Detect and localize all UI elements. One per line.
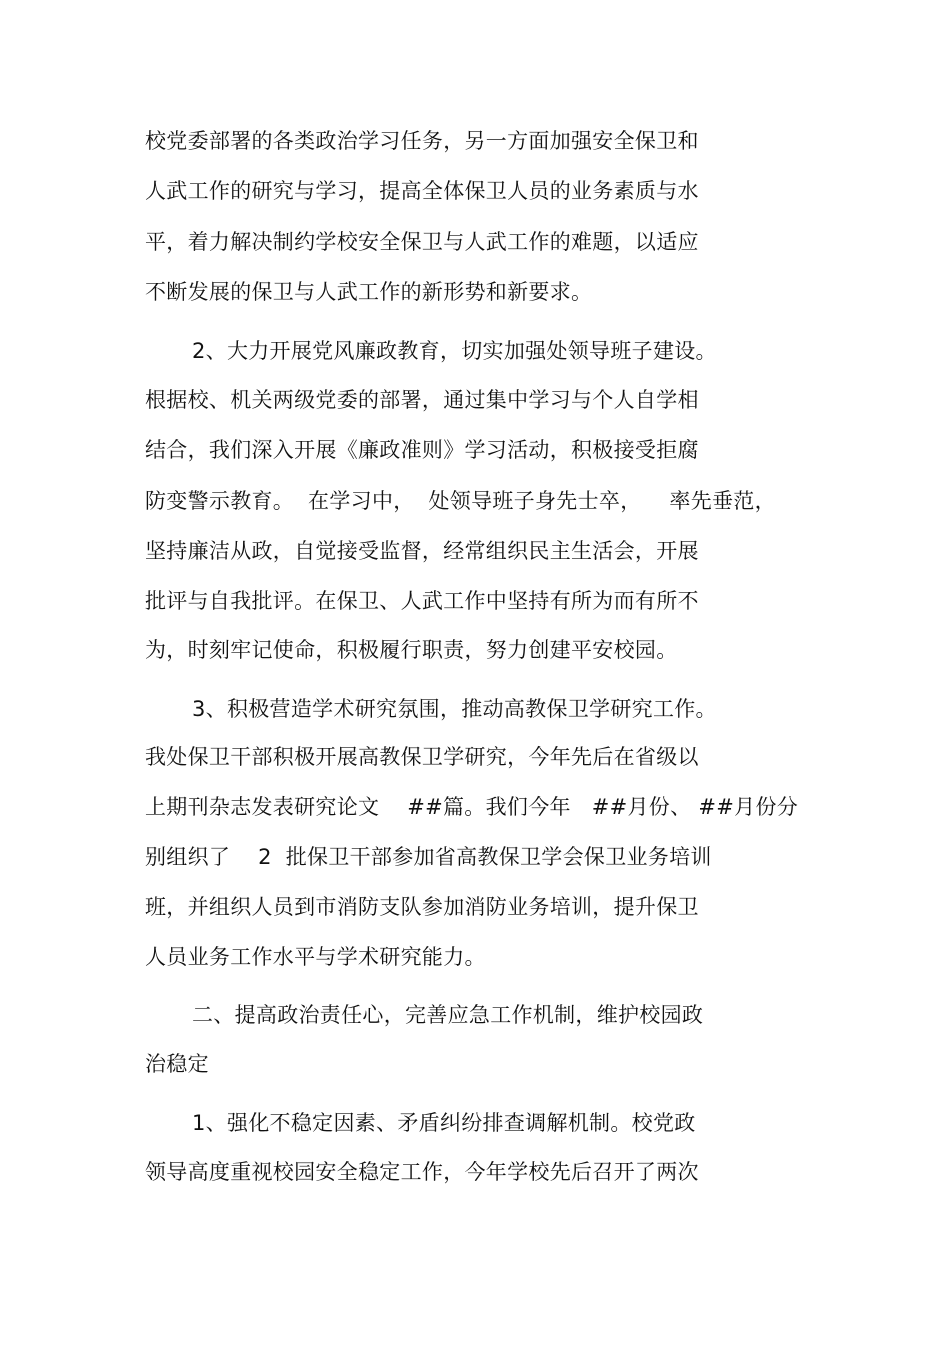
paragraph-heading: 1、强化不稳定因素、矛盾纠纷排查调解机制。校党政	[192, 1111, 696, 1135]
text-line: 批评与自我批评。在保卫、人武工作中坚持有所为而有所不	[145, 589, 699, 613]
text-line: 防变警示教育。 在学习中， 处领导班子身先士卒， 率先垂范，	[145, 489, 776, 513]
text-line: 人员业务工作水平与学术研究能力。	[145, 945, 486, 969]
section-heading: 二、提高政治责任心，完善应急工作机制，维护校园政	[192, 1003, 704, 1027]
text-line: 不断发展的保卫与人武工作的新形势和新要求。	[145, 280, 593, 304]
text-line: 平，着力解决制约学校安全保卫与人武工作的难题，以适应	[145, 230, 699, 254]
text-line: 坚持廉洁从政，自觉接受监督，经常组织民主生活会，开展	[145, 539, 699, 563]
paragraph-heading: 3、积极营造学术研究氛围，推动高教保卫学研究工作。	[192, 697, 717, 721]
text-line: 校党委部署的各类政治学习任务，另一方面加强安全保卫和	[145, 129, 699, 153]
text-line: 班，并组织人员到市消防支队参加消防业务培训，提升保卫	[145, 895, 699, 919]
text-line: 别组织了 2 批保卫干部参加省高教保卫学会保卫业务培训	[145, 845, 712, 869]
text-line: 我处保卫干部积极开展高教保卫学研究，今年先后在省级以	[145, 745, 699, 769]
text-line: 为，时刻牢记使命，积极履行职责，努力创建平安校园。	[145, 638, 678, 662]
text-line: 领导高度重视校园安全稳定工作，今年学校先后召开了两次	[145, 1160, 699, 1184]
text-line: 上期刊杂志发表研究论文 ##篇。我们今年 ##月份、 ##月份分	[145, 795, 799, 819]
section-heading-continuation: 治稳定	[145, 1052, 209, 1076]
text-line: 人武工作的研究与学习，提高全体保卫人员的业务素质与水	[145, 179, 699, 203]
paragraph-heading: 2、大力开展党风廉政教育，切实加强处领导班子建设。	[192, 339, 717, 363]
text-line: 结合，我们深入开展《廉政准则》学习活动，积极接受拒腐	[145, 438, 699, 462]
text-line: 根据校、机关两级党委的部署，通过集中学习与个人自学相	[145, 388, 699, 412]
